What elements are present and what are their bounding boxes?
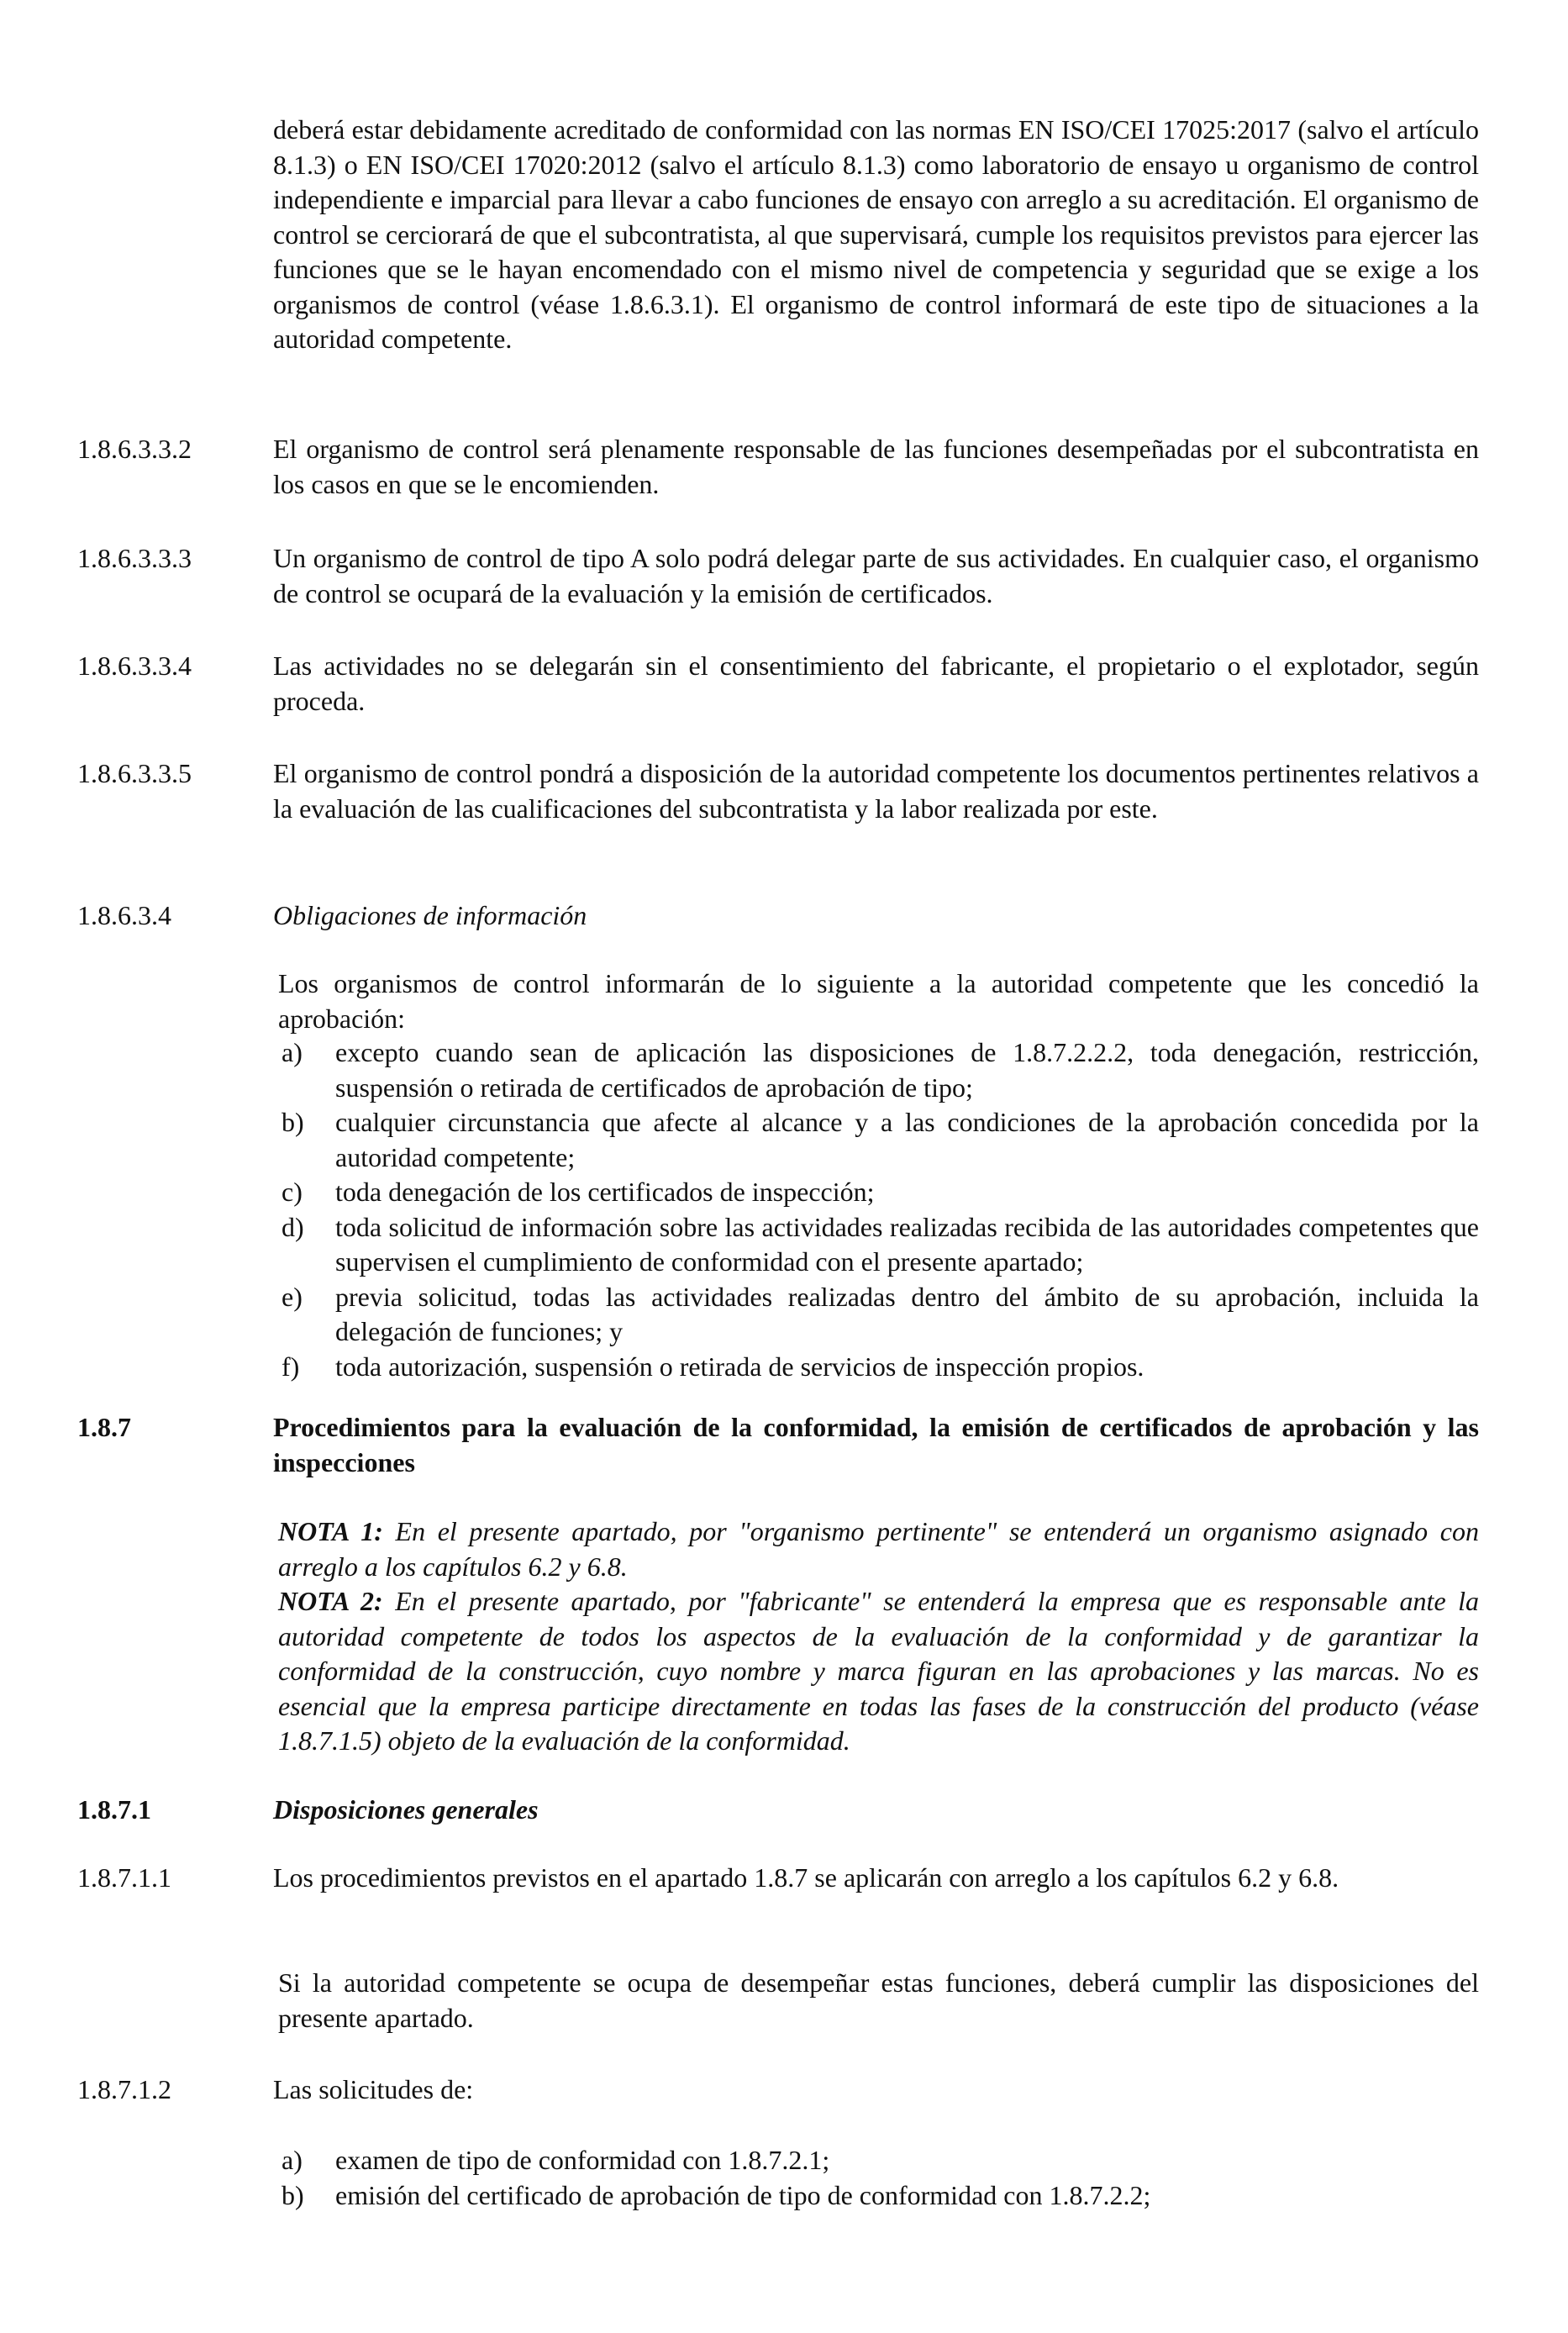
section-number: 1.8.6.3.3.2 — [77, 434, 192, 464]
list-item-text: previa solicitud, todas las actividades realizadas dentro del ámbito de su aprobación, incluida la delegación de funciones; y — [335, 1281, 1479, 1346]
list-item-text: cualquier circunstancia que afecte al alcance y a las condiciones de la aprobación concedida por la autoridad competente; — [335, 1107, 1479, 1172]
section-number: 1.8.6.3.3.3 — [77, 543, 192, 573]
section-number: 1.8.7.1.2 — [77, 2074, 171, 2104]
section-paragraph: Un organismo de control de tipo A solo podrá delegar parte de sus actividades. En cualquier caso, el organismo de control se ocupará de la evaluación y la emisión de certificados. — [273, 543, 1479, 608]
list-item — [278, 1105, 1479, 1175]
list-item — [278, 1350, 1479, 1385]
section-heading: Disposiciones generales — [273, 1794, 539, 1825]
section-heading: Obligaciones de información — [273, 900, 587, 930]
list-marker: f) — [282, 1351, 300, 1382]
note-label: NOTA 2: — [278, 1586, 383, 1616]
section-paragraph: Las solicitudes de: — [273, 2074, 474, 2104]
section-paragraph: Si la autoridad competente se ocupa de desempeñar estas funciones, deberá cumplir las disposiciones del presente apartado. — [278, 1967, 1479, 2033]
list-marker: a) — [282, 2145, 303, 2175]
list-marker: d) — [282, 1211, 304, 1242]
list-marker: b) — [282, 1107, 304, 1137]
list-item-text: examen de tipo de conformidad con 1.8.7.2.1; — [335, 2145, 830, 2175]
list-marker: b) — [282, 2179, 304, 2210]
list-item — [278, 1280, 1479, 1350]
section-paragraph: El organismo de control pondrá a disposición de la autoridad competente los documentos pertinentes relativos a la evaluación de las cualificaciones del subcontratista y la labor realizada por este. — [273, 758, 1479, 824]
note-text: En el presente apartado, por "fabricante" se entenderá la empresa que es responsable ante la autoridad competente de todos los aspectos de la evaluación de la conformidad y de garantizar la conformidad de la construcción, cuyo nombre y marca figuran en las aprobaciones y las marcas. No es esencial que la empresa participe directamente en todas las fases de la construcción del producto (véase 1.8.7.1.5) objeto de la evaluación de la conformidad. — [278, 1586, 1480, 1756]
list-item-text: toda solicitud de información sobre las actividades realizadas recibida de las autoridades competentes que supervisen el cumplimiento de conformidad con el presente apartado; — [335, 1211, 1479, 1277]
section-number: 1.8.7 — [77, 1412, 131, 1442]
section-number: 1.8.6.3.4 — [77, 900, 171, 930]
list-item — [278, 1175, 1479, 1210]
list-marker: a) — [282, 1037, 303, 1067]
list-item-text: toda denegación de los certificados de inspección; — [335, 1177, 875, 1207]
list-marker: c) — [282, 1177, 303, 1207]
section-heading: Procedimientos para la evaluación de la conformidad, la emisión de certificados de aprobación y las inspecciones — [273, 1412, 1479, 1477]
note-1 — [278, 1514, 1479, 1584]
section-paragraph: Las actividades no se delegarán sin el consentimiento del fabricante, el propietario o el explotador, según proceda. — [273, 650, 1479, 716]
list-item — [278, 1210, 1479, 1280]
continuation-paragraph: deberá estar debidamente acreditado de conformidad con las normas EN ISO/CEI 17025:2017 (salvo el artículo 8.1.3) o EN ISO/CEI 17020:2012 (salvo el artículo 8.1.3) como laboratorio de ensayo u organismo de control independiente e imparcial para llevar a cabo funciones de ensayo con arreglo a su acreditación. El organismo de control se cerciorará de que el subcontratista, al que supervisará, cumple los requisitos previstos para ejercer las funciones que se le hayan encomendado con el mismo nivel de competencia y seguridad que se exige a los organismos de control (véase 1.8.6.3.1). El organismo de control informará de este tipo de situaciones a la autoridad competente. — [273, 114, 1479, 354]
list-item — [278, 1035, 1479, 1105]
section-number: 1.8.6.3.3.5 — [77, 758, 192, 788]
list-item-text: toda autorización, suspensión o retirada de servicios de inspección propios. — [335, 1351, 1144, 1382]
obligations-list — [278, 1035, 1479, 1384]
section-paragraph: El organismo de control será plenamente responsable de las funciones desempeñadas por el subcontratista en los casos en que se le encomienden. — [273, 434, 1479, 499]
list-marker: e) — [282, 1281, 303, 1312]
list-item-text: excepto cuando sean de aplicación las disposiciones de 1.8.7.2.2.2, toda denegación, restricción, suspensión o retirada de certificados de aprobación de tipo; — [335, 1037, 1479, 1103]
section-number: 1.8.6.3.3.4 — [77, 650, 192, 681]
note-label: NOTA 1: — [278, 1516, 383, 1546]
note-2 — [278, 1584, 1479, 1759]
section-paragraph: Los procedimientos previstos en el apartado 1.8.7 se aplicarán con arreglo a los capítulos 6.2 y 6.8. — [273, 1862, 1339, 1893]
requests-list — [278, 2143, 1479, 2213]
note-text: En el presente apartado, por "organismo pertinente" se entenderá un organismo asignado con arreglo a los capítulos 6.2 y 6.8. — [278, 1516, 1480, 1582]
list-item-text: emisión del certificado de aprobación de tipo de conformidad con 1.8.7.2.2; — [335, 2179, 1151, 2210]
section-number: 1.8.7.1 — [77, 1794, 151, 1825]
section-number: 1.8.7.1.1 — [77, 1862, 171, 1893]
list-item — [278, 2178, 1479, 2214]
section-intro: Los organismos de control informarán de lo siguiente a la autoridad competente que les concedió la aprobación: — [278, 968, 1479, 1034]
list-item — [278, 2143, 1479, 2178]
